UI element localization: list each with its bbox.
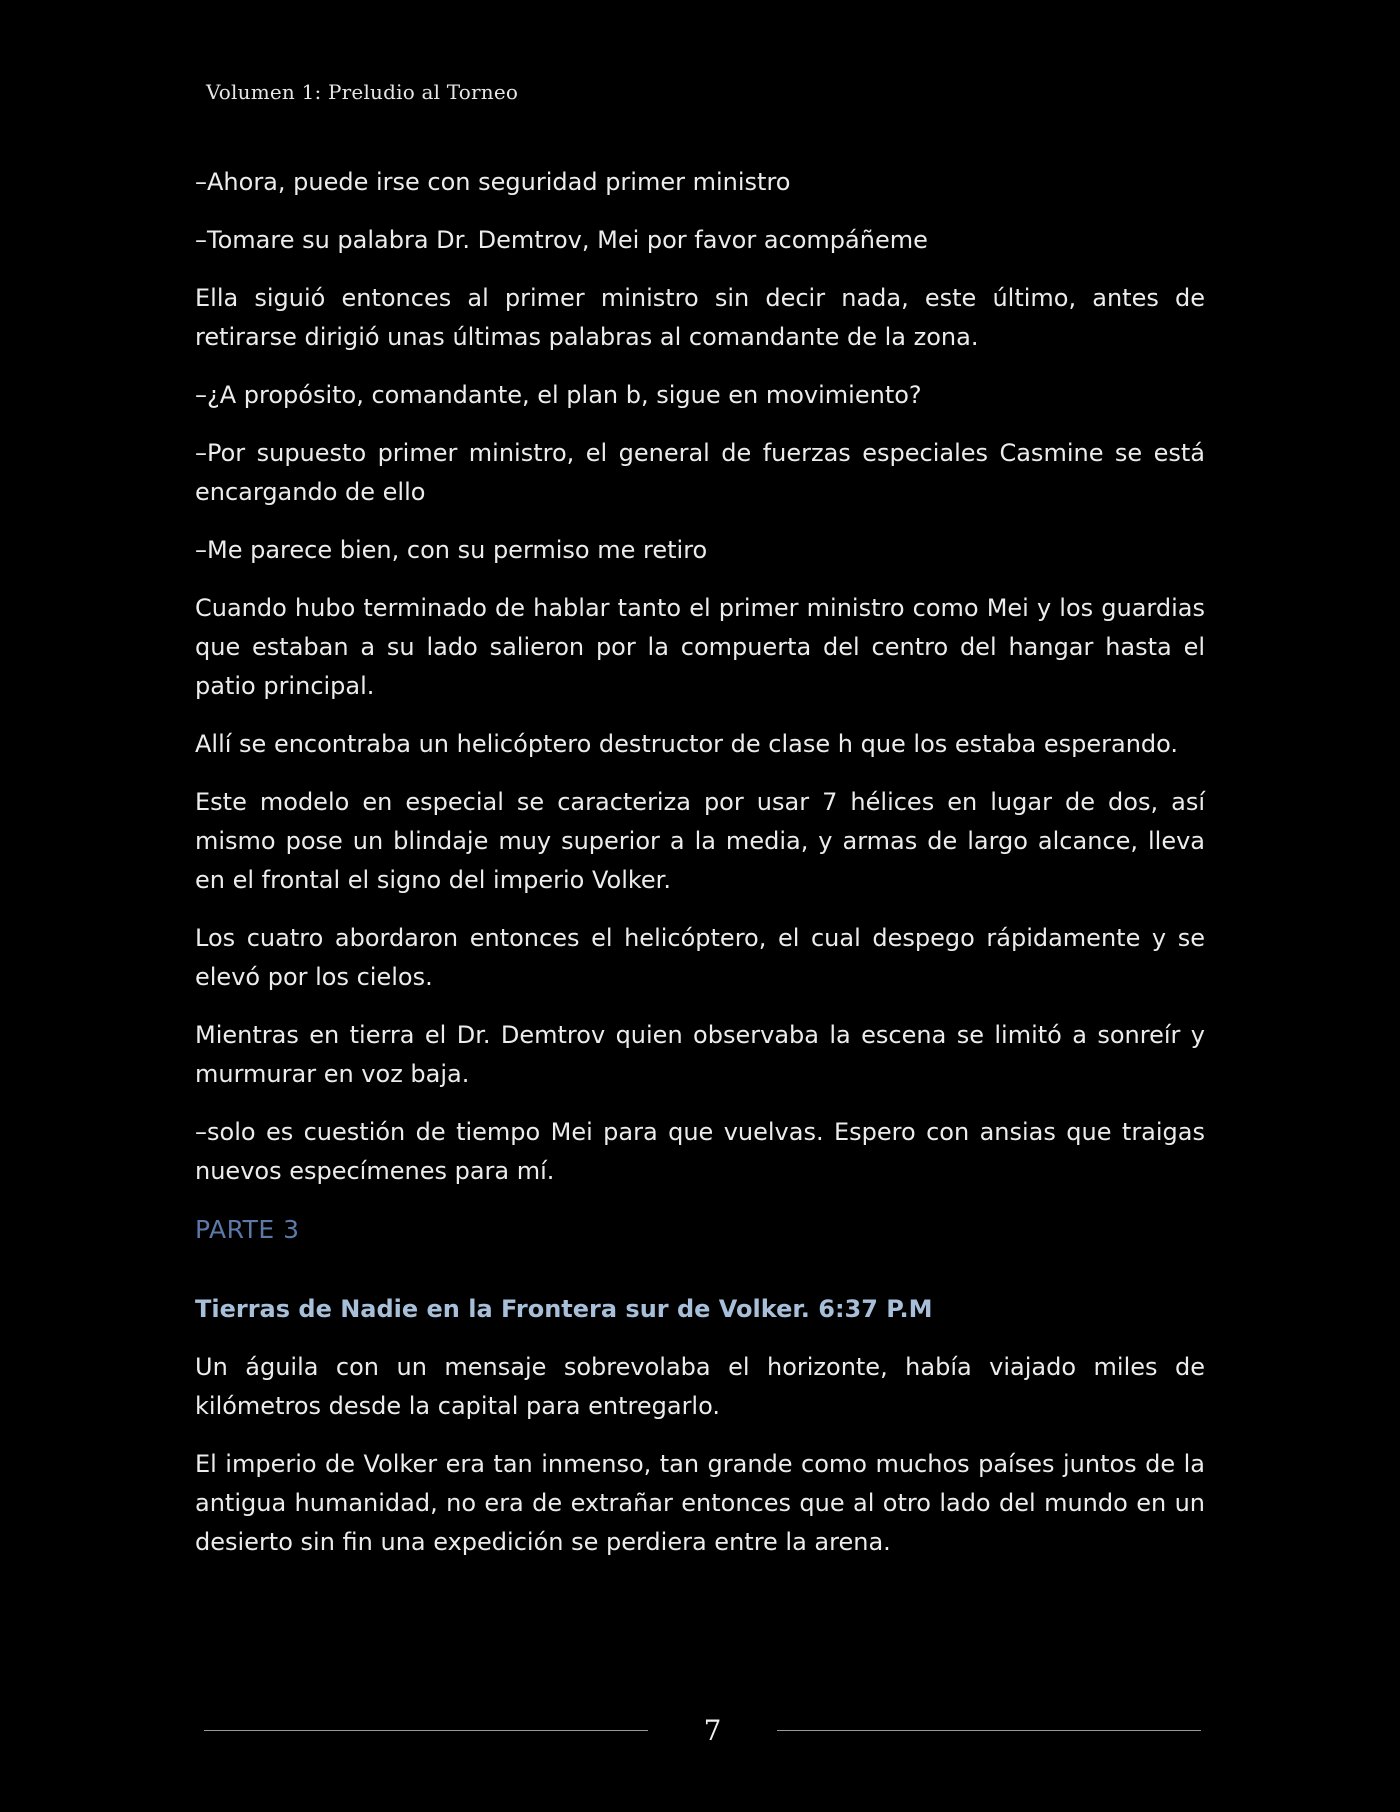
- dialogue-line: –Ahora, puede irse con seguridad primer ministro: [195, 168, 791, 196]
- body-paragraph: Un águila con un mensaje sobrevolaba el horizonte, había viajado miles de kilómetros desde la capital para entregarlo.: [195, 1353, 1205, 1420]
- dialogue-line: –solo es cuestión de tiempo Mei para que vuelvas. Espero con ansias que traigas nuevos especímenes para mí.: [195, 1118, 1205, 1185]
- scene-heading: Tierras de Nadie en la Frontera sur de Volker. 6:37 P.M: [195, 1295, 933, 1323]
- body-paragraph: Los cuatro abordaron entonces el helicóptero, el cual despego rápidamente y se elevó por los cielos.: [195, 924, 1205, 991]
- footer-rule-right: [777, 1730, 1201, 1731]
- body-paragraph: Cuando hubo terminado de hablar tanto el primer ministro como Mei y los guardias que estaban a su lado salieron por la compuerta del centro del hangar hasta el patio principal.: [195, 594, 1205, 700]
- page-body: [195, 163, 1205, 1581]
- body-paragraph: Este modelo en especial se caracteriza por usar 7 hélices en lugar de dos, así mismo pose un blindaje muy superior a la media, y armas de largo alcance, lleva en el frontal el signo del imperio Volker.: [195, 788, 1205, 894]
- body-paragraph: El imperio de Volker era tan inmenso, tan grande como muchos países juntos de la antigua humanidad, no era de extrañar entonces que al otro lado del mundo en un desierto sin fin una expedición se perdiera entre la arena.: [195, 1450, 1205, 1556]
- running-header: Volumen 1: Preludio al Torneo: [206, 80, 519, 104]
- body-paragraph: Mientras en tierra el Dr. Demtrov quien observaba la escena se limitó a sonreír y murmurar en voz baja.: [195, 1021, 1205, 1088]
- dialogue-line: –¿A propósito, comandante, el plan b, sigue en movimiento?: [195, 381, 922, 409]
- page-footer: [204, 1712, 1196, 1752]
- section-label: PARTE 3: [195, 1215, 300, 1244]
- dialogue-line: –Tomare su palabra Dr. Demtrov, Mei por favor acompáñeme: [195, 226, 928, 254]
- body-paragraph: Ella siguió entonces al primer ministro sin decir nada, este último, antes de retirarse dirigió unas últimas palabras al comandante de la zona.: [195, 284, 1205, 351]
- dialogue-line: –Por supuesto primer ministro, el general de fuerzas especiales Casmine se está encargando de ello: [195, 439, 1205, 506]
- body-paragraph: Allí se encontraba un helicóptero destructor de clase h que los estaba esperando.: [195, 730, 1179, 758]
- page-number: 7: [703, 1714, 722, 1747]
- dialogue-line: –Me parece bien, con su permiso me retiro: [195, 536, 708, 564]
- footer-rule-left: [204, 1730, 648, 1731]
